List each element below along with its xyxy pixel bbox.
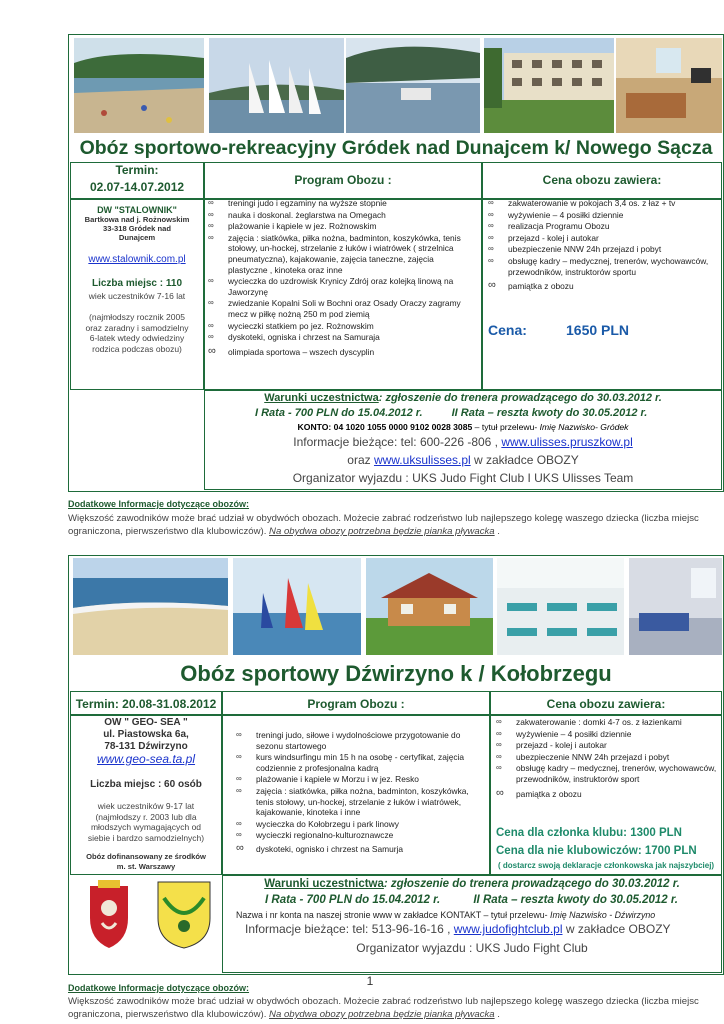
resort-building-photo (484, 38, 614, 133)
camp1-price: 1650 PLN (566, 322, 630, 338)
camp1-includes-list (486, 198, 716, 292)
camp1-konto-italic: Imię Nazwisko- Gródek (539, 422, 629, 432)
list-item: ∞ zajęcia : siatkówka, piłka nożna, badminton, koszykówka, tenis stołowy, un-hockej, strzelanie z łuków i wiatrówek, kajakowanie, kinoteka i inne (234, 786, 474, 818)
dzwirzyno-crest (152, 878, 216, 950)
camp2-warunki-text: : zgłoszenie do trenera prowadzącego do 30.03.2012 r. (383, 878, 680, 890)
camp2-warunki-label: Warunki uczestnictwa (264, 878, 384, 890)
list-item: ∞ kurs windsurfingu min 15 h na osobę - certyfikat, zajęcia codziennie z profesjonalna kadrą (234, 752, 474, 773)
camp2-price-note: ( dostarcz swoją deklaracje członkowska jak najszybciej) (498, 861, 715, 870)
list-item: ∞ treningi judo i egzaminy na wyższe stopnie (206, 198, 461, 209)
sailboats-photo (209, 38, 344, 133)
list-item: ∞ dyskoteki, ognisko i chrzest na Samurja (234, 844, 474, 855)
camp2-rata1: I Rata - 700 PLN do 15.04.2012 r. (265, 894, 441, 906)
camp1-places: Liczba miejsc : 110 (91, 278, 183, 289)
camp1-organizer: Organizator wyjazdu : UKS Judo Fight Club I UKS Ulisses Team (292, 471, 634, 485)
extra1-text: Większość zawodników może brać udział w obydwóch obozach. Możecie zabrać rodzeństwo lub najlepszego kolegę waszego dziecka (liczba miejsc ograniczona, pierwszeństwo dla klubowiczów). (68, 513, 699, 537)
list-item: ∞ zakwaterowanie w pokojach 3,4 os. z łaz + tv (486, 198, 716, 209)
camp2-venue3: 78-131 Dźwirzyno (104, 741, 188, 752)
camp1-venue-addr2: 33-318 Gródek nad (103, 224, 171, 233)
list-item: ∞ wycieczka do uzdrowisk Krynicy Zdrój oraz kolejką linową na Jaworzynę (206, 276, 461, 297)
page-number: 1 (366, 974, 374, 988)
camp1-program-list (206, 198, 461, 357)
camp2-konto: Nazwa i nr konta na naszej stronie www w zakładce KONTAKT – tytuł przelewu- (236, 910, 551, 920)
dining-hall-photo (497, 558, 624, 655)
camp2-note1: (najmłodszy r. 2003 lub dla (95, 811, 197, 822)
camp1-note4: rodzica podczas obozu) (92, 343, 182, 354)
camp2-info-tail: w zakładce OBOZY (562, 922, 671, 936)
camp2-note2: młodszych wymagających od (90, 822, 202, 832)
camp2-includes-list (494, 717, 720, 799)
dorm-room-photo (629, 558, 722, 655)
cottage-photo (366, 558, 493, 655)
extra2-italic: Na obydwa obozy potrzebna będzie pianka pływacka (269, 1009, 495, 1020)
list-item: ∞ realizacja Programu Obozu (486, 221, 716, 232)
camp1-termin-dates: 02.07-14.07.2012 (89, 180, 185, 194)
camp2-venue2: ul. Piastowska 6a, (103, 729, 189, 740)
extra1-heading: Dodatkowe Informacje dotyczące obozów: (68, 499, 250, 509)
list-item: ∞ zajęcia : siatkówka, piłka nożna, badminton, koszykówka, tenis stołowy, un-hockej, strzelanie z łuków i wiatrówek ( strzelnica pneumatyczna), kajakowanie, zajęcia taneczne, zajęcia plastyczne , kinoteka oraz inne (206, 233, 461, 275)
extra2-text: Większość zawodników może brać udział w obydwóch obozach. Możecie zabrać rodzeństwo lub najlepszego kolegę waszego dziecka (liczba miejsc ograniczona, pierwszeństwo dla klubowiczów). (68, 996, 699, 1020)
camp2-price-nonmember: Cena dla nie klubowiczów: 1700 PLN (496, 845, 697, 857)
list-item: ∞ dyskoteki, ogniska i chrzest na Samuraja (206, 332, 461, 343)
list-item: ∞ plażowanie i kąpiele w jez. Rożnowskim (206, 221, 461, 232)
camp2-venue-link[interactable]: www.geo-sea.ta.pl (96, 752, 196, 766)
list-item: ∞ wyżywienie – 4 posiłki dziennie (486, 210, 716, 221)
camp2-price-member: Cena dla członka klubu: 1300 PLN (496, 827, 682, 839)
list-item: ∞ obsługę kadry – medycznej, trenerów, wychowawców, przewodników, instruktorów sportu (486, 256, 716, 277)
camp2-fund1: Obóz dofinansowany ze środków (86, 852, 206, 861)
list-item: ∞ wycieczki statkiem po jez. Rożnowskim (206, 321, 461, 332)
camp1-konto-tail: – tytuł przelewu- (472, 422, 540, 432)
camp1-venue-link[interactable]: www.stalownik.com.pl (88, 254, 186, 265)
camp1-price-label: Cena: (488, 322, 527, 338)
windsurf-photo (233, 558, 361, 655)
camp2-konto-italic: Imię Nazwisko - Dźwirzyno (550, 910, 656, 920)
camp2-fund2: m. st. Warszawy (116, 862, 176, 871)
camp1-cena-header: Cena obozu zawiera: (542, 173, 662, 187)
camp1-age: wiek uczestników 7-16 lat (88, 291, 186, 301)
camp2-cena-header: Cena obozu zawiera: (546, 697, 666, 711)
camp1-termin-label: Termin: (115, 163, 159, 177)
camp2-termin: Termin: 20.08-31.08.2012 (75, 697, 217, 711)
warsaw-crest (80, 878, 138, 950)
camp2-title: Obóz sportowy Dźwirzyno k / Kołobrzegu (180, 661, 612, 686)
camp1-program-header: Program Obozu : (294, 173, 392, 187)
extra2-end: . (494, 1009, 500, 1020)
camp2-info-link[interactable]: www.judofightclub.pl (453, 922, 563, 936)
room-interior-photo (616, 38, 722, 133)
list-item: ∞ olimpiada sportowa – wszech dyscyplin (206, 347, 461, 358)
beach-lake-photo (74, 38, 204, 133)
camp1-rata1: I Rata - 700 PLN do 15.04.2012 r. (255, 407, 423, 419)
camp2-program-header: Program Obozu : (307, 697, 405, 711)
camp2-rata2: II Rata – reszta kwoty do 30.05.2012 r. (473, 894, 678, 906)
camp2-places: Liczba miejsc : 60 osób (90, 779, 202, 790)
list-item: ∞ zwiedzanie Kopalni Soli w Bochni oraz Osady Oraczy zagramy mecz w piłkę nożną 250 m pod ziemią (206, 298, 461, 319)
list-item: ∞ ubezpieczenie NNW 24h przejazd i pobyt (494, 752, 720, 763)
camp1-warunki-text: : zgłoszenie do trenera prowadzącego do 30.03.2012 r. (378, 392, 662, 404)
camp1-title: Obóz sportowo-rekreacyjny Gródek nad Dunajcem k/ Nowego Sącza (79, 137, 713, 159)
camp2-info-label: Informacje bieżące: tel: 513-96-16-16 , (245, 922, 454, 936)
list-item: ∞ wyżywienie – 4 posiłki dziennie (494, 729, 720, 740)
camp1-oraz-link[interactable]: www.uksulisses.pl (373, 453, 471, 467)
camp1-note3: 6-latek wtedy odwiedziny (89, 333, 185, 343)
list-item: ∞ nauka i doskonal. żeglarstwa na Omegach (206, 210, 461, 221)
list-item: ∞ ubezpieczenie NNW 24h przejazd i pobyt (486, 244, 716, 255)
extra1-italic: Na obydwa obozy potrzebna będzie pianka pływacka (269, 526, 495, 537)
camp2-organizer: Organizator wyjazdu : UKS Judo Fight Club (356, 941, 588, 955)
list-item: ∞ pamiątka z obozu (494, 789, 720, 800)
camp1-venue-name: DW "STALOWNIK" (97, 205, 177, 215)
list-item: ∞ obsługę kadry – medycznej, trenerów, wychowawców, przewodników, instruktorów sport (494, 763, 720, 784)
camp1-note1: (najmłodszy rocznik 2005 (89, 312, 185, 322)
list-item: ∞ pamiątka z obozu (486, 281, 716, 292)
list-item: ∞ wycieczki regionalno-kulturoznawcze (234, 830, 474, 841)
list-item: ∞ wycieczka do Kołobrzegu i park linowy (234, 819, 474, 830)
camp1-venue-addr3: Dunajcem (118, 233, 156, 242)
list-item: ∞ plażowanie i kąpiele w Morzu i w jez. Resko (234, 774, 474, 785)
camp1-info-label: Informacje bieżące: tel: 600-226 -806 , (293, 435, 502, 449)
list-item: ∞ przejazd - kolej i autokar (486, 233, 716, 244)
camp1-oraz-tail: w zakładce OBOZY (470, 453, 579, 467)
camp2-program-list (234, 730, 474, 855)
list-item: ∞ przejazd - kolej i autokar (494, 740, 720, 751)
list-item: ∞ treningi judo, siłowe i wydolnościowe przygotowanie do sezonu startowego (234, 730, 474, 751)
extra2-heading: Dodatkowe Informacje dotyczące obozów: (68, 983, 250, 993)
camp2-note3: siebie i bardzo samodzielnych) (87, 832, 205, 843)
lake-boat-photo (346, 38, 480, 133)
camp2-age: wiek uczestników 9-17 lat (97, 801, 195, 811)
list-item: ∞ zakwaterowanie : domki 4-7 os. z łazienkami (494, 717, 720, 728)
camp1-rata2: II Rata – reszta kwoty do 30.05.2012 r. (451, 407, 648, 419)
camp1-oraz-label: oraz (347, 453, 374, 467)
camp1-konto: KONTO: 04 1020 1055 0000 9102 0028 3085 (297, 422, 473, 432)
baltic-beach-photo (73, 558, 228, 655)
camp2-venue1: OW " GEO- SEA " (104, 717, 188, 728)
camp1-note2: oraz zaradny i samodzielny (85, 322, 189, 333)
extra1-end: . (494, 526, 500, 537)
camp1-info-link[interactable]: www.ulisses.pruszkow.pl (501, 435, 633, 449)
camp1-venue-addr1: Bartkowa nad j. Rożnowskim (84, 215, 190, 224)
camp1-warunki-label: Warunki uczestnictwa (264, 392, 379, 404)
